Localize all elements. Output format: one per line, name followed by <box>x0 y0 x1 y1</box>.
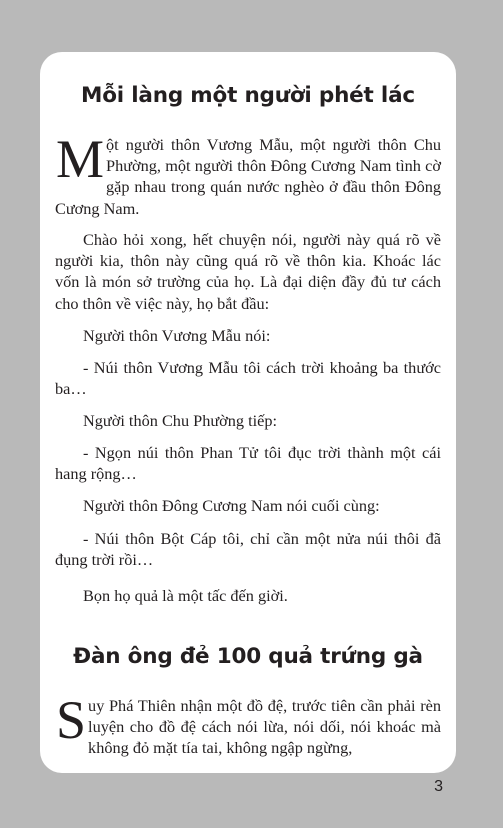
story-2-paragraph-1-text: uy Phá Thiên nhận một đồ đệ, trước tiên cần phải rèn luyện cho đồ đệ cách nói lừa, nói dối, nói khoác mà không đỏ mặt tía tai, không ngập ngừng, <box>88 696 441 758</box>
drop-cap-letter: S <box>56 690 87 750</box>
story-1-paragraph-9: Bọn họ quả là một tấc đến giời. <box>83 586 288 605</box>
story-2-paragraph-1 <box>55 690 441 759</box>
story-1-paragraph-7: Người thôn Đông Cương Nam nói cuối cùng: <box>83 496 380 515</box>
story-1-paragraph-1-text: ột người thôn Vương Mẫu, một người thôn Chu Phường, một người thôn Đông Cương Nam tình cờ gặp nhau trong quán nước nghèo ở đầu thôn Đông Cương Nam. <box>55 135 441 218</box>
story-1-paragraph-4: - Núi thôn Vương Mẫu tôi cách trời khoảng ba thước ba… <box>55 358 441 399</box>
story-1-title: Mỗi làng một người phét lác <box>81 83 415 108</box>
story-1-paragraph-3: Người thôn Vương Mẫu nói: <box>83 326 271 345</box>
story-1-paragraph-8: - Núi thôn Bột Cáp tôi, chỉ cần một nửa núi thôi đã đụng trời rồi… <box>55 529 441 570</box>
story-1-paragraph-1 <box>55 129 441 219</box>
story-1-paragraph-5: Người thôn Chu Phường tiếp: <box>83 411 278 430</box>
story-2-title: Đàn ông đẻ 100 quả trứng gà <box>73 644 423 669</box>
page-card <box>40 52 456 773</box>
drop-cap-letter: M <box>56 129 105 189</box>
page-number: 3 <box>434 778 443 795</box>
story-1-paragraph-6: - Ngọn núi thôn Phan Tử tôi đục trời thành một cái hang rộng… <box>55 443 441 484</box>
story-1-paragraph-2: Chào hỏi xong, hết chuyện nói, người này quá rõ về người kia, thôn này cũng quá rõ về thôn kia. Khoác lác vốn là món sở trường của họ. Là đại diện đầy đủ tư cách cho thôn về việc này, họ bắt đầu: <box>55 230 441 313</box>
